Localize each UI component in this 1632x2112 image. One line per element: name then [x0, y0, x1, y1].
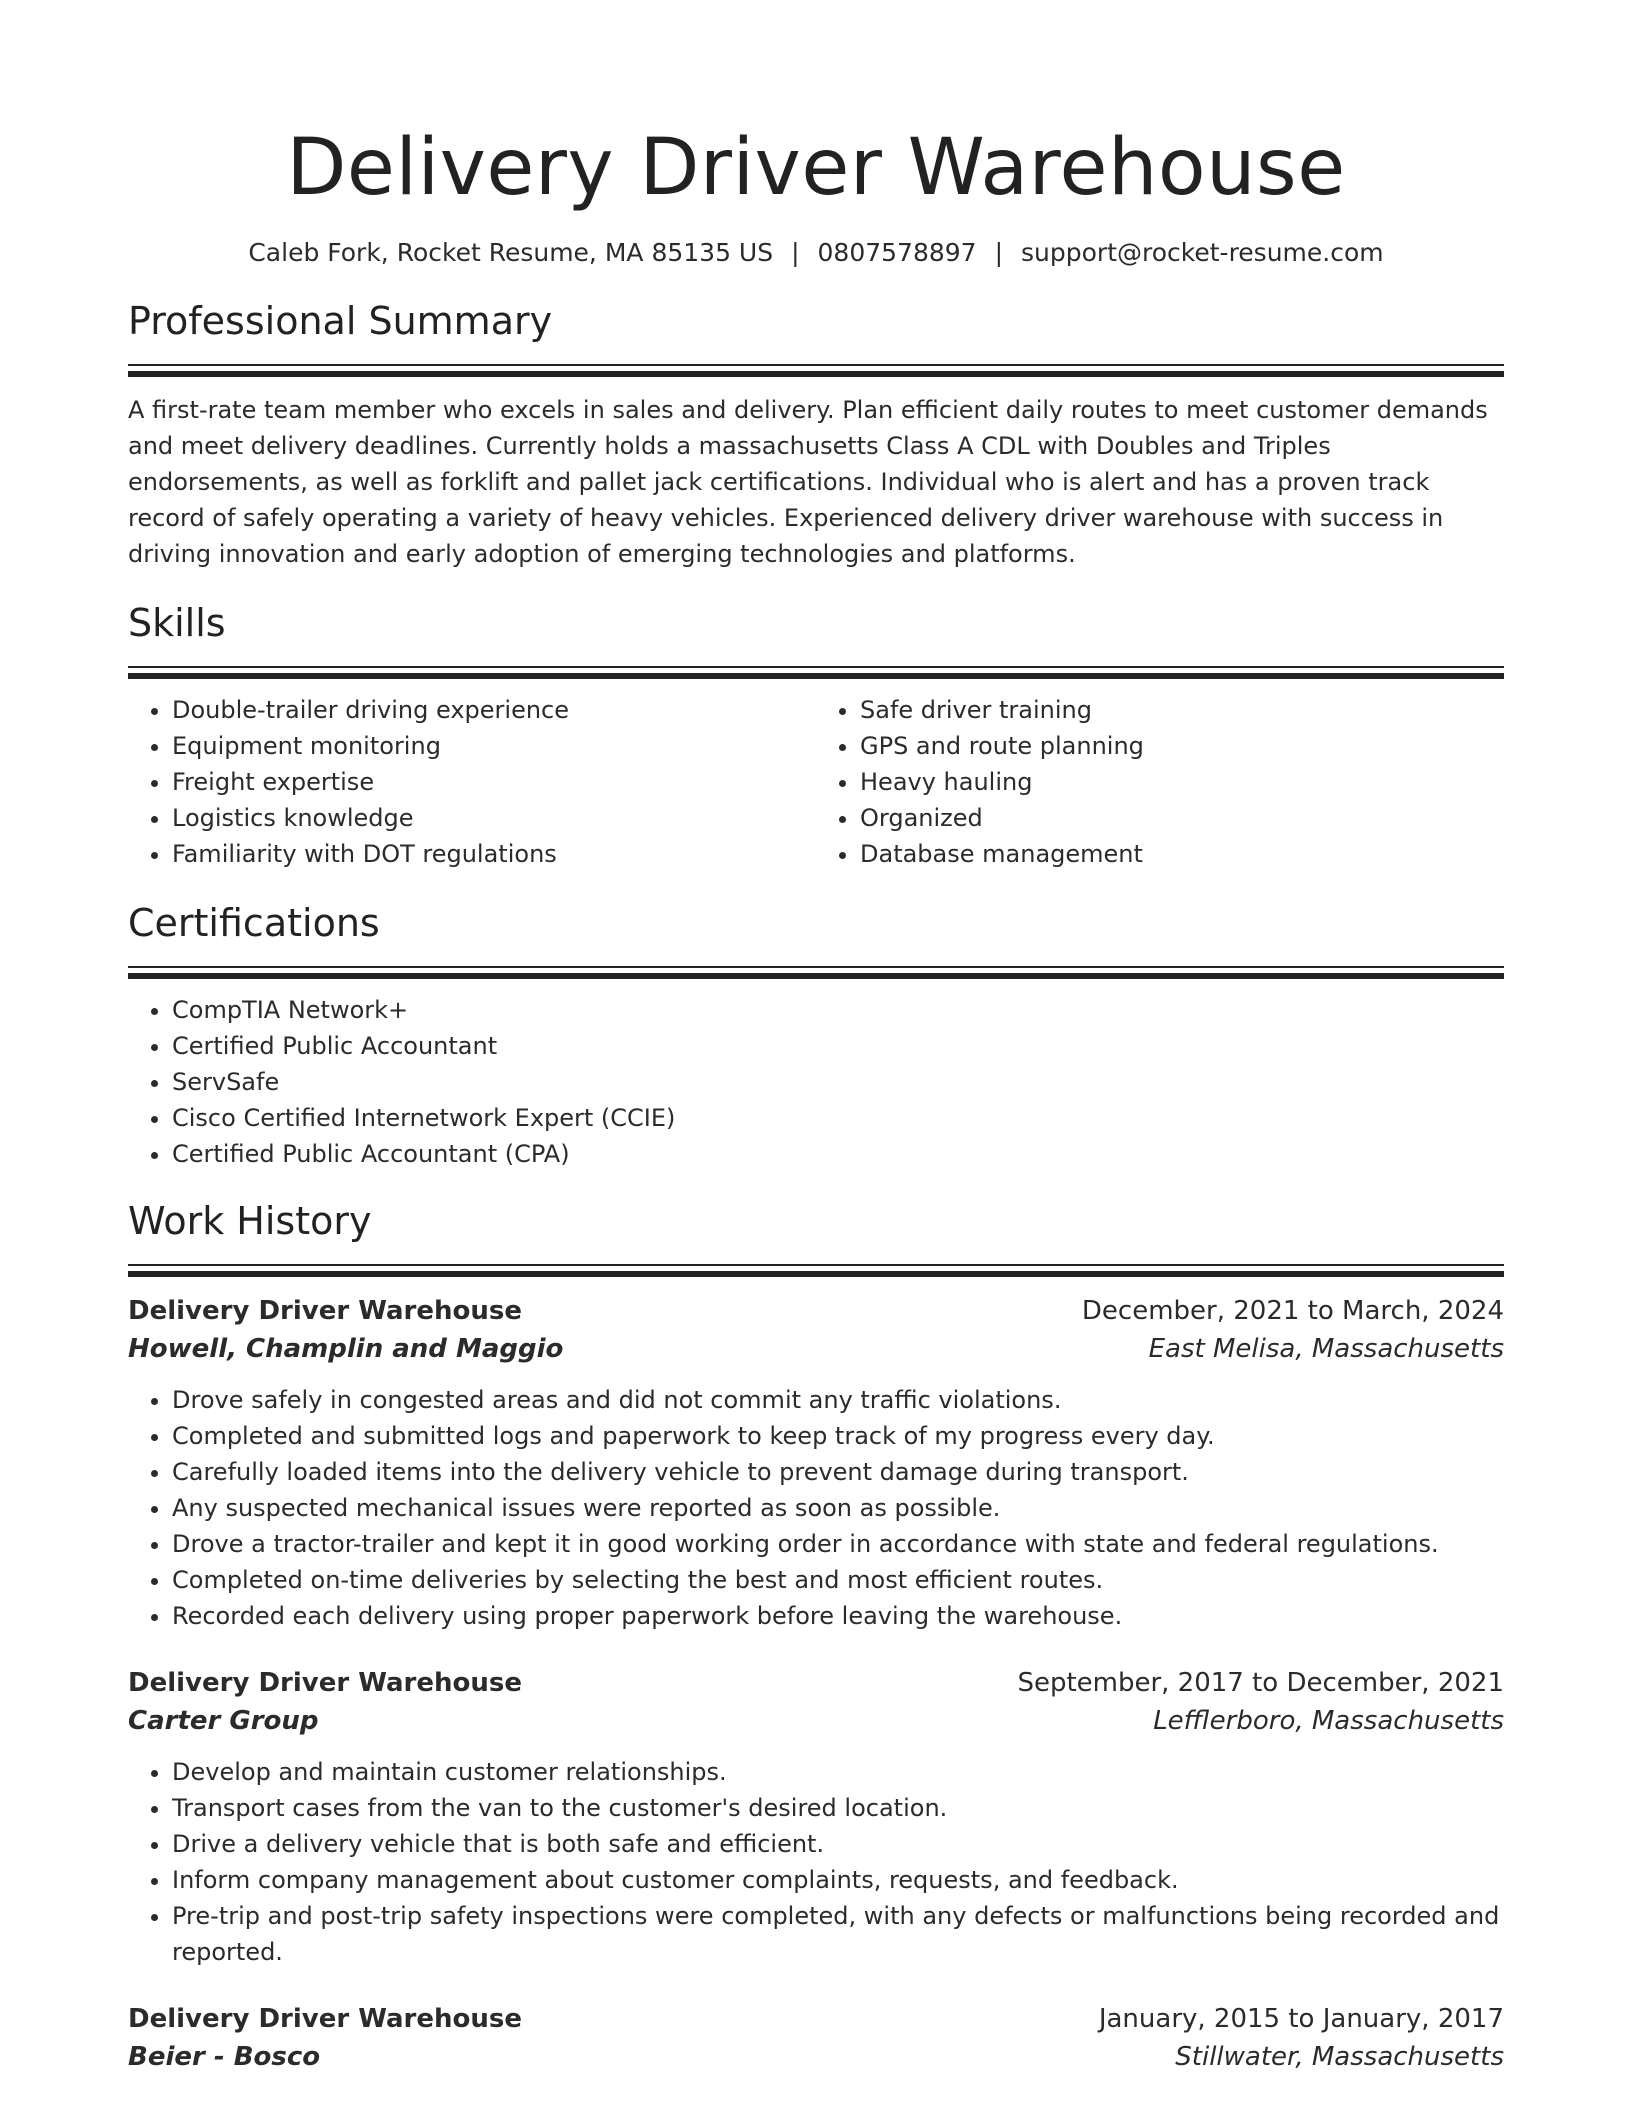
- contact-phone: 0807578897: [817, 238, 977, 267]
- job-dates: September, 2017 to December, 2021: [1017, 1668, 1504, 1698]
- contact-separator: |: [791, 238, 800, 267]
- skill-item: • Familiarity with DOT regulations: [172, 836, 816, 872]
- skills-grid: [128, 692, 1504, 872]
- job-company: Howell, Champlin and Maggio: [128, 1334, 564, 1364]
- job-company: Beier - Bosco: [128, 2042, 321, 2072]
- work-section: [128, 1196, 1504, 2076]
- job-subheader: [128, 1702, 1504, 1740]
- job-subheader: [128, 2038, 1504, 2076]
- job-bullet: • Any suspected mechanical issues were reported as soon as possible.: [172, 1490, 1504, 1526]
- skills-heading: Skills: [128, 601, 226, 645]
- job-bullet: • Completed on-time deliveries by selecting the best and most efficient routes.: [172, 1562, 1504, 1598]
- certification-item: • ServSafe: [172, 1064, 1504, 1100]
- resume-name: Delivery Driver Warehouse: [286, 123, 1346, 213]
- certifications-list: [128, 992, 1504, 1172]
- resume-page: [128, 0, 1504, 2076]
- job-bullet: • Develop and maintain customer relationships.: [172, 1754, 1504, 1790]
- job-bullets: [128, 1754, 1504, 1970]
- contact-address: Caleb Fork, Rocket Resume, MA 85135 US: [248, 238, 774, 267]
- job-dates: January, 2015 to January, 2017: [1098, 2004, 1504, 2034]
- summary-section: [128, 296, 1504, 572]
- job-bullet: • Recorded each delivery using proper paperwork before leaving the warehouse.: [172, 1598, 1504, 1634]
- summary-heading: Professional Summary: [128, 299, 553, 343]
- skills-section: [128, 598, 1504, 872]
- section-divider: [128, 1264, 1504, 1278]
- contact-email: support@rocket-resume.com: [1021, 238, 1384, 267]
- job-entry: [128, 2000, 1504, 2076]
- skill-item: • Double-trailer driving experience: [172, 692, 816, 728]
- skill-item: • GPS and route planning: [860, 728, 1504, 764]
- job-bullet: • Transport cases from the van to the customer's desired location.: [172, 1790, 1504, 1826]
- certification-item: • Certified Public Accountant (CPA): [172, 1136, 1504, 1172]
- job-title: Delivery Driver Warehouse: [128, 1668, 522, 1698]
- skill-item: • Equipment monitoring: [172, 728, 816, 764]
- job-bullet: • Carefully loaded items into the delivery vehicle to prevent damage during transport.: [172, 1454, 1504, 1490]
- skills-list-left: [128, 692, 816, 872]
- job-title: Delivery Driver Warehouse: [128, 1296, 522, 1326]
- job-bullet: • Drove a tractor-trailer and kept it in good working order in accordance with state and federal regulations.: [172, 1526, 1504, 1562]
- job-subheader: [128, 1330, 1504, 1368]
- section-divider: [128, 666, 1504, 680]
- job-header: [128, 1292, 1504, 1330]
- job-bullet: • Pre-trip and post-trip safety inspections were completed, with any defects or malfunctions being recorded and reported.: [172, 1898, 1504, 1970]
- certification-item: • Cisco Certified Internetwork Expert (CCIE): [172, 1100, 1504, 1136]
- skill-item: • Freight expertise: [172, 764, 816, 800]
- job-header: [128, 2000, 1504, 2038]
- skill-item: • Heavy hauling: [860, 764, 1504, 800]
- job-title: Delivery Driver Warehouse: [128, 2004, 522, 2034]
- job-bullets: [128, 1382, 1504, 1634]
- job-header: [128, 1664, 1504, 1702]
- job-location: Stillwater, Massachusetts: [1175, 2042, 1504, 2072]
- section-divider: [128, 364, 1504, 378]
- job-bullet: • Drove safely in congested areas and did not commit any traffic violations.: [172, 1382, 1504, 1418]
- job-location: East Melisa, Massachusetts: [1148, 1334, 1504, 1364]
- job-entry: [128, 1664, 1504, 1970]
- skill-item: • Safe driver training: [860, 692, 1504, 728]
- skills-list-right: [816, 692, 1504, 872]
- job-bullet: • Completed and submitted logs and paperwork to keep track of my progress every day.: [172, 1418, 1504, 1454]
- skill-item: • Logistics knowledge: [172, 800, 816, 836]
- certifications-heading: Certifications: [128, 901, 380, 945]
- skill-item: • Organized: [860, 800, 1504, 836]
- job-bullet: • Drive a delivery vehicle that is both safe and efficient.: [172, 1826, 1504, 1862]
- work-heading: Work History: [128, 1199, 372, 1243]
- certifications-section: [128, 898, 1504, 1172]
- contact-separator: |: [994, 238, 1004, 267]
- job-location: Lefflerboro, Massachusetts: [1153, 1706, 1504, 1736]
- job-bullet: • Inform company management about customer complaints, requests, and feedback.: [172, 1862, 1504, 1898]
- certification-item: • Certified Public Accountant: [172, 1028, 1504, 1064]
- section-divider: [128, 966, 1504, 980]
- summary-text: A first-rate team member who excels in sales and delivery. Plan efficient daily routes to meet customer demands and meet delivery deadlines. Currently holds a massachusetts Class A CDL with Doubles and Triples endorsements, as well as forklift and pallet jack certifications. Individual who is alert and has a proven track record of safely operating a variety of heavy vehicles. Experienced delivery driver warehouse with success in driving innovation and early adoption of emerging technologies and platforms.: [128, 396, 1488, 568]
- job-company: Carter Group: [128, 1706, 319, 1736]
- job-dates: December, 2021 to March, 2024: [1081, 1296, 1504, 1326]
- contact-line: [128, 236, 1504, 270]
- certification-item: • CompTIA Network+: [172, 992, 1504, 1028]
- skill-item: • Database management: [860, 836, 1504, 872]
- job-entry: [128, 1292, 1504, 1634]
